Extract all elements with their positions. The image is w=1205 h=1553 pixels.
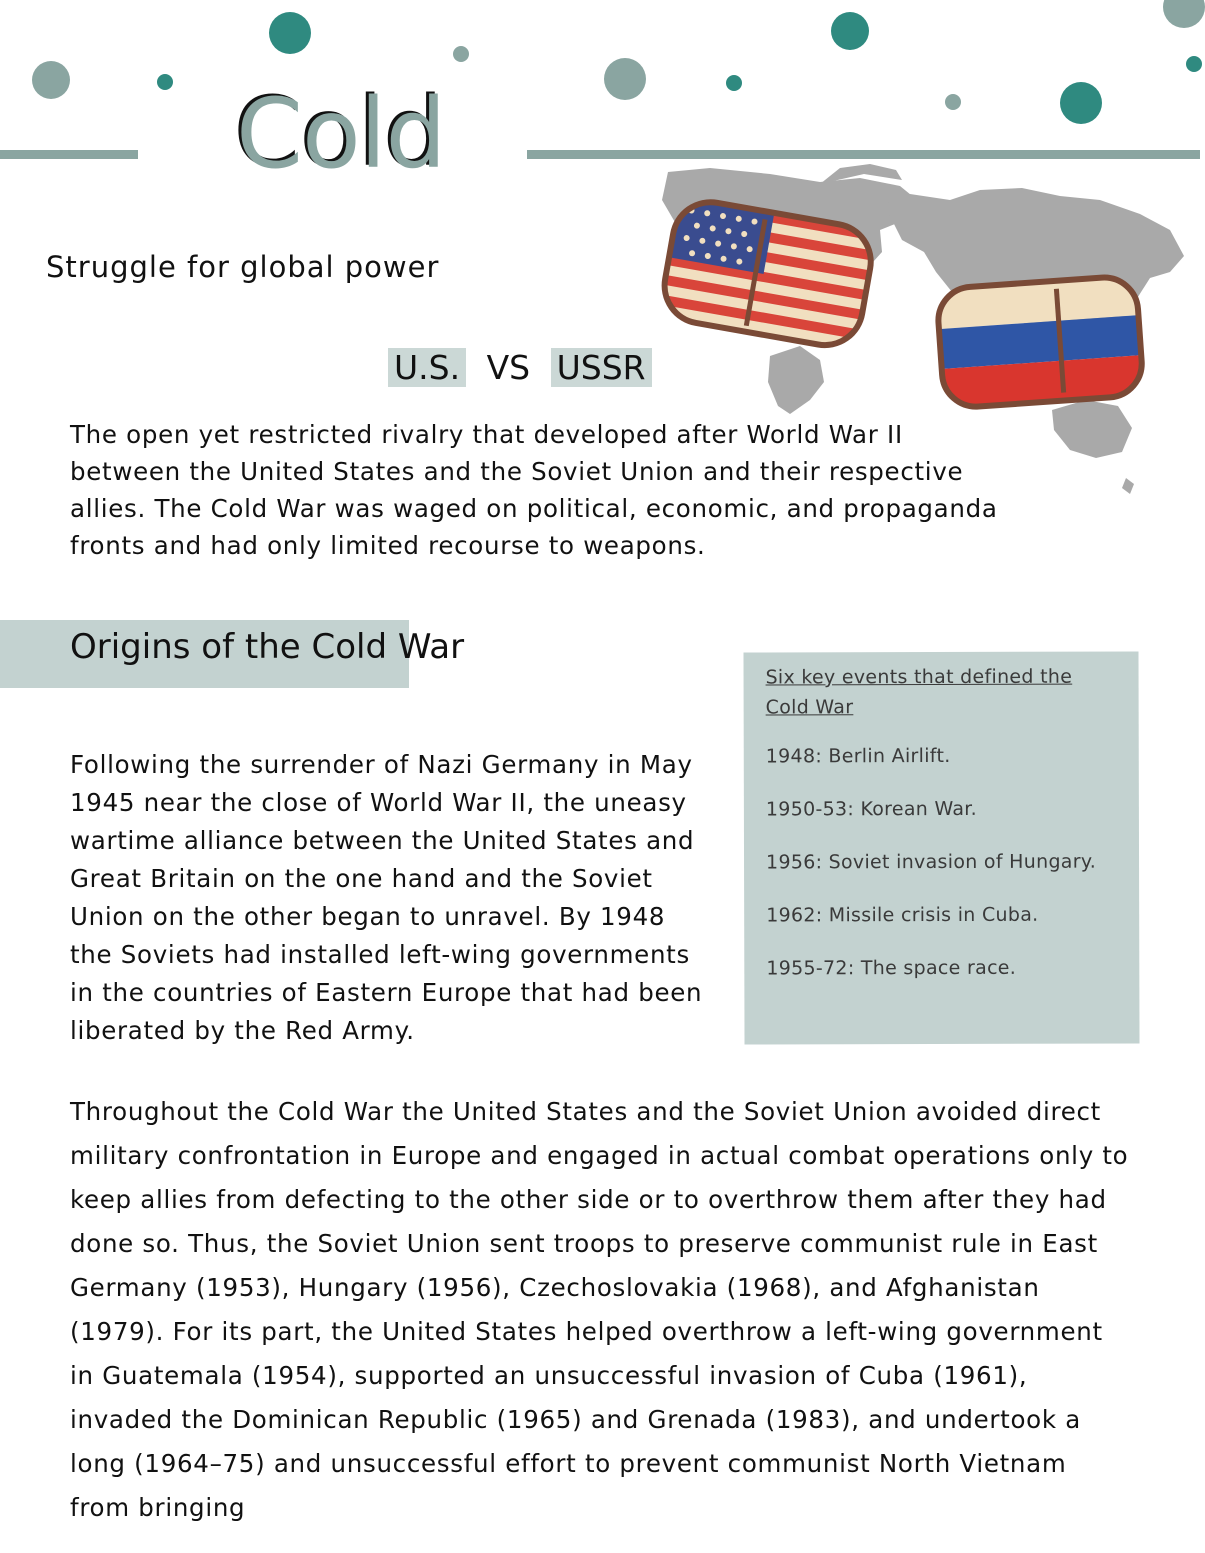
key-events-title: Six key events that defined the Cold War — [765, 665, 1073, 719]
decor-dot — [269, 12, 311, 54]
decor-dot — [945, 94, 961, 110]
page-subtitle: Struggle for global power — [46, 250, 440, 284]
decor-dot — [1186, 56, 1202, 72]
origins-paragraph: Following the surrender of Nazi Germany in May 1945 near the close of World War II, the uneasy wartime alliance between the United States and Great Britain on the one hand and the Soviet Union on the other began to unravel. By 1948 the Soviets had installed left-wing governments in the countries of Eastern Europe that had been liberated by the Red Army. — [70, 750, 703, 1045]
decor-dot — [453, 46, 469, 62]
rival-us-label: U.S. — [388, 348, 466, 387]
page-title: Cold — [236, 78, 446, 190]
decor-dot — [726, 75, 742, 91]
russia-flag-glove-icon — [936, 275, 1144, 409]
decor-dot — [32, 61, 70, 99]
origins-heading: Origins of the Cold War — [70, 627, 465, 667]
key-event-item: 1962: Missile crisis in Cuba. — [766, 903, 1039, 927]
decor-dot — [604, 58, 646, 100]
decor-dot — [157, 74, 173, 90]
throughout-paragraph: Throughout the Cold War the United States and the Soviet Union avoided direct military confrontation in Europe and engaged in actual combat operations only to keep allies from defecting to the other side or to overthrow them after they had done so. Thus, the Soviet Union sent troops to preserve communist rule in East Germany (1953), Hungary (1956), Czechoslovakia (1968), and Afghanistan (1979). For its part, the United States helped overthrow a left-wing government in Guatemala (1954), supported an unsuccessful invasion of Cuba (1961), invaded the Dominican Republic (1965) and Grenada (1983), and undertook a long (1964–75) and unsuccessful effort to prevent communist North Vietnam from bringing — [70, 1097, 1129, 1522]
rival-ussr-label: USSR — [551, 348, 652, 387]
header-rule-left — [0, 150, 138, 159]
versus-label: VS — [486, 348, 531, 387]
decor-dot — [1060, 82, 1102, 124]
decor-dot — [831, 12, 869, 50]
rivals-line — [388, 348, 652, 387]
header-rule-right — [527, 150, 1200, 159]
key-event-item: 1956: Soviet invasion of Hungary. — [766, 850, 1097, 874]
decor-dot — [1163, 0, 1205, 28]
key-event-item: 1955-72: The space race. — [766, 956, 1017, 980]
intro-paragraph: The open yet restricted rivalry that developed after World War II between the United States and the Soviet Union and their respective allies. The Cold War was waged on political, economic, and propaganda fronts and had only limited recourse to weapons. — [70, 420, 998, 560]
key-event-item: 1948: Berlin Airlift. — [765, 744, 951, 768]
key-events-box — [743, 651, 1139, 1044]
key-event-item: 1950-53: Korean War. — [765, 797, 978, 821]
